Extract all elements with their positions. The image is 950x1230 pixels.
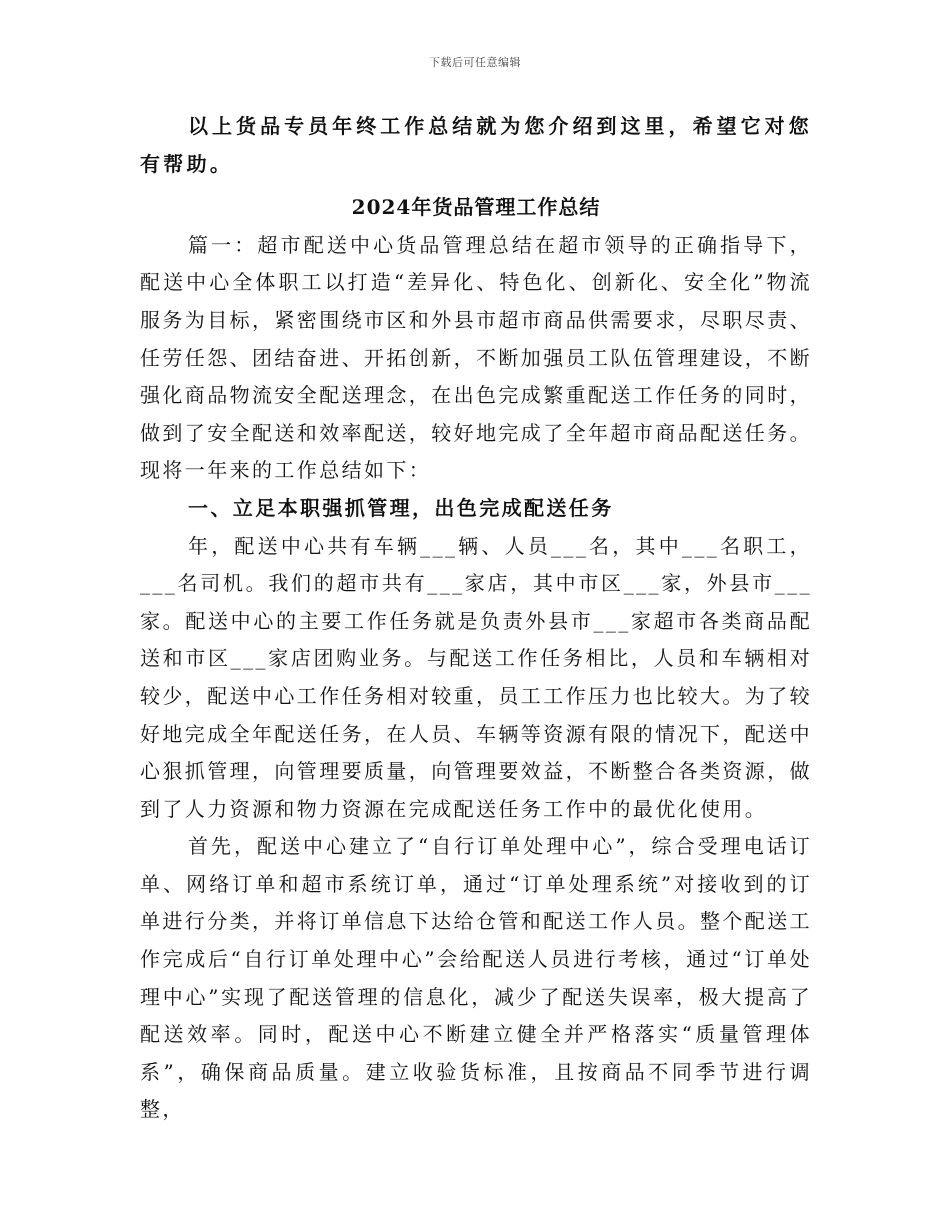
body-paragraph-1: 篇一：超市配送中心货品管理总结在超市领导的正确指导下，配送中心全体职工以打造“差异化、特色化、创新化、安全化”物流服务为目标，紧密围绕市区和外县市超市商品供需要求，尽职尽责、任劳任怨、团结奋进、开拓创新，不断加强员工队伍管理建设，不断强化商品物流安全配送理念，在出色完成繁重配送工作任务的同时，做到了安全配送和效率配送，较好地完成了全年超市商品配送任务。现将一年来的工作总结如下： <box>140 232 812 483</box>
section-heading: 一、立足本职强抓管理，出色完成配送任务 <box>188 495 614 520</box>
page-header: 下载后可任意编辑 <box>429 56 521 69</box>
body-paragraph-2: 年，配送中心共有车辆___辆、人员___名，其中___名职工，___名司机。我们的超市共有___家店，其中市区___家，外县市___家。配送中心的主要工作任务就是负责外县市___家超市各类商品配送和市区___家店团购业务。与配送工作任务相比，人员和车辆相对较少，配送中心工作任务相对较重，员工工作压力也比较大。为了较好地完成全年配送任务，在人员、车辆等资源有限的情况下，配送中心狠抓管理，向管理要质量，向管理要效益，不断整合各类资源，做到了人力资源和物力资源在完成配送任务工作中的最优化使用。 <box>140 533 812 821</box>
document-title: 2024年货品管理工作总结 <box>351 195 601 220</box>
intro-paragraph: 以上货品专员年终工作总结就为您介绍到这里，希望它对您有帮助。 <box>140 114 812 176</box>
document-body <box>140 108 812 1129</box>
body-paragraph-3: 首先，配送中心建立了“自行订单处理中心”，综合受理电话订单、网络订单和超市系统订单，通过“订单处理系统”对接收到的订单进行分类，并将订单信息下达给仓管和配送工作人员。整个配送工作完成后“自行订单处理中心”会给配送人员进行考核，通过“订单处理中心”实现了配送管理的信息化，减少了配送失误率，极大提高了配送效率。同时，配送中心不断建立健全并严格落实“质量管理体系”，确保商品质量。建立收验货标准，且按商品不同季节进行调整， <box>140 834 812 1122</box>
